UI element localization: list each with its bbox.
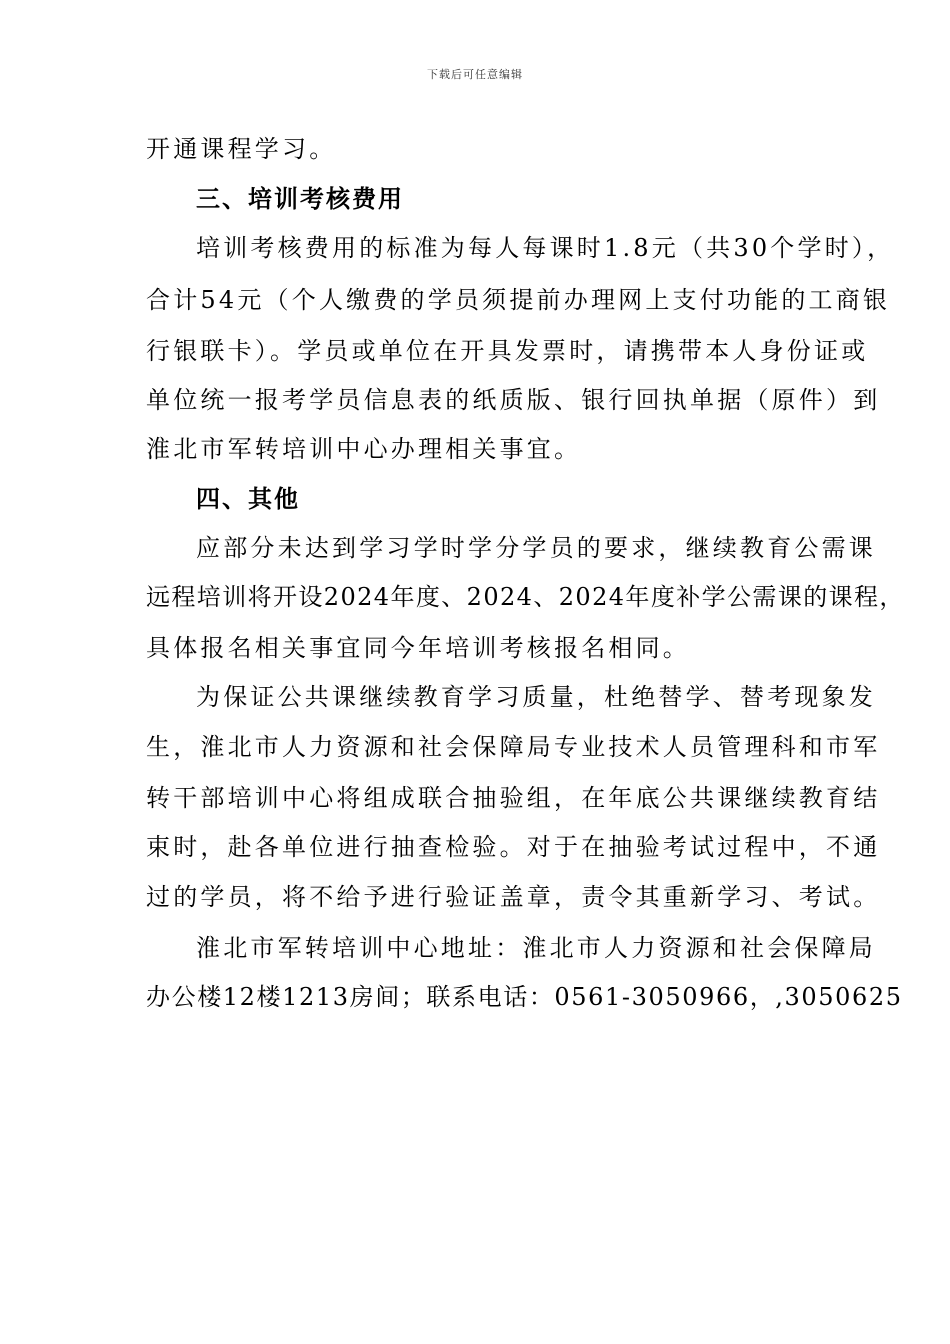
- paragraph-line: 过的学员，将不给予进行验证盖章，责令其重新学习、考试。: [146, 883, 881, 911]
- paragraph-line: 为保证公共课继续教育学习质量，杜绝替学、替考现象发: [196, 683, 876, 711]
- paragraph-line: 开通课程学习。: [146, 135, 337, 163]
- paragraph-line: 办公楼12楼1213房间；联系电话：0561-3050966，,3050625: [146, 983, 903, 1011]
- paragraph-line: 行银联卡）。学员或单位在开具发票时，请携带本人身份证或: [146, 337, 869, 365]
- paragraph-line: 生，淮北市人力资源和社会保障局专业技术人员管理科和市军: [146, 733, 881, 761]
- paragraph-line: 转干部培训中心将组成联合抽验组，在年底公共课继续教育结: [146, 784, 881, 812]
- paragraph-line: 淮北市军转培训中心办理相关事宜。: [146, 435, 582, 463]
- paragraph-line: 远程培训将开设2024年度、2024、2024年度补学公需课的课程，: [146, 583, 905, 611]
- paragraph-line: 应部分未达到学习学时学分学员的要求，继续教育公需课: [196, 534, 876, 562]
- paragraph-line: 具体报名相关事宜同今年培训考核报名相同。: [146, 634, 690, 662]
- paragraph-line: 淮北市军转培训中心地址：淮北市人力资源和社会保障局: [196, 934, 876, 962]
- paragraph-line: 单位统一报考学员信息表的纸质版、银行回执单据（原件）到: [146, 386, 881, 414]
- paragraph-line: 合计54元（个人缴费的学员须提前办理网上支付功能的工商银: [146, 286, 891, 314]
- header-note: 下载后可任意编辑: [427, 68, 523, 81]
- section-heading-other: 四、其他: [196, 484, 300, 513]
- paragraph-line: 培训考核费用的标准为每人每课时1.8元（共30个学时），: [196, 234, 895, 262]
- section-heading-fees: 三、培训考核费用: [196, 184, 404, 213]
- paragraph-line: 束时，赴各单位进行抽查检验。对于在抽验考试过程中，不通: [146, 833, 881, 861]
